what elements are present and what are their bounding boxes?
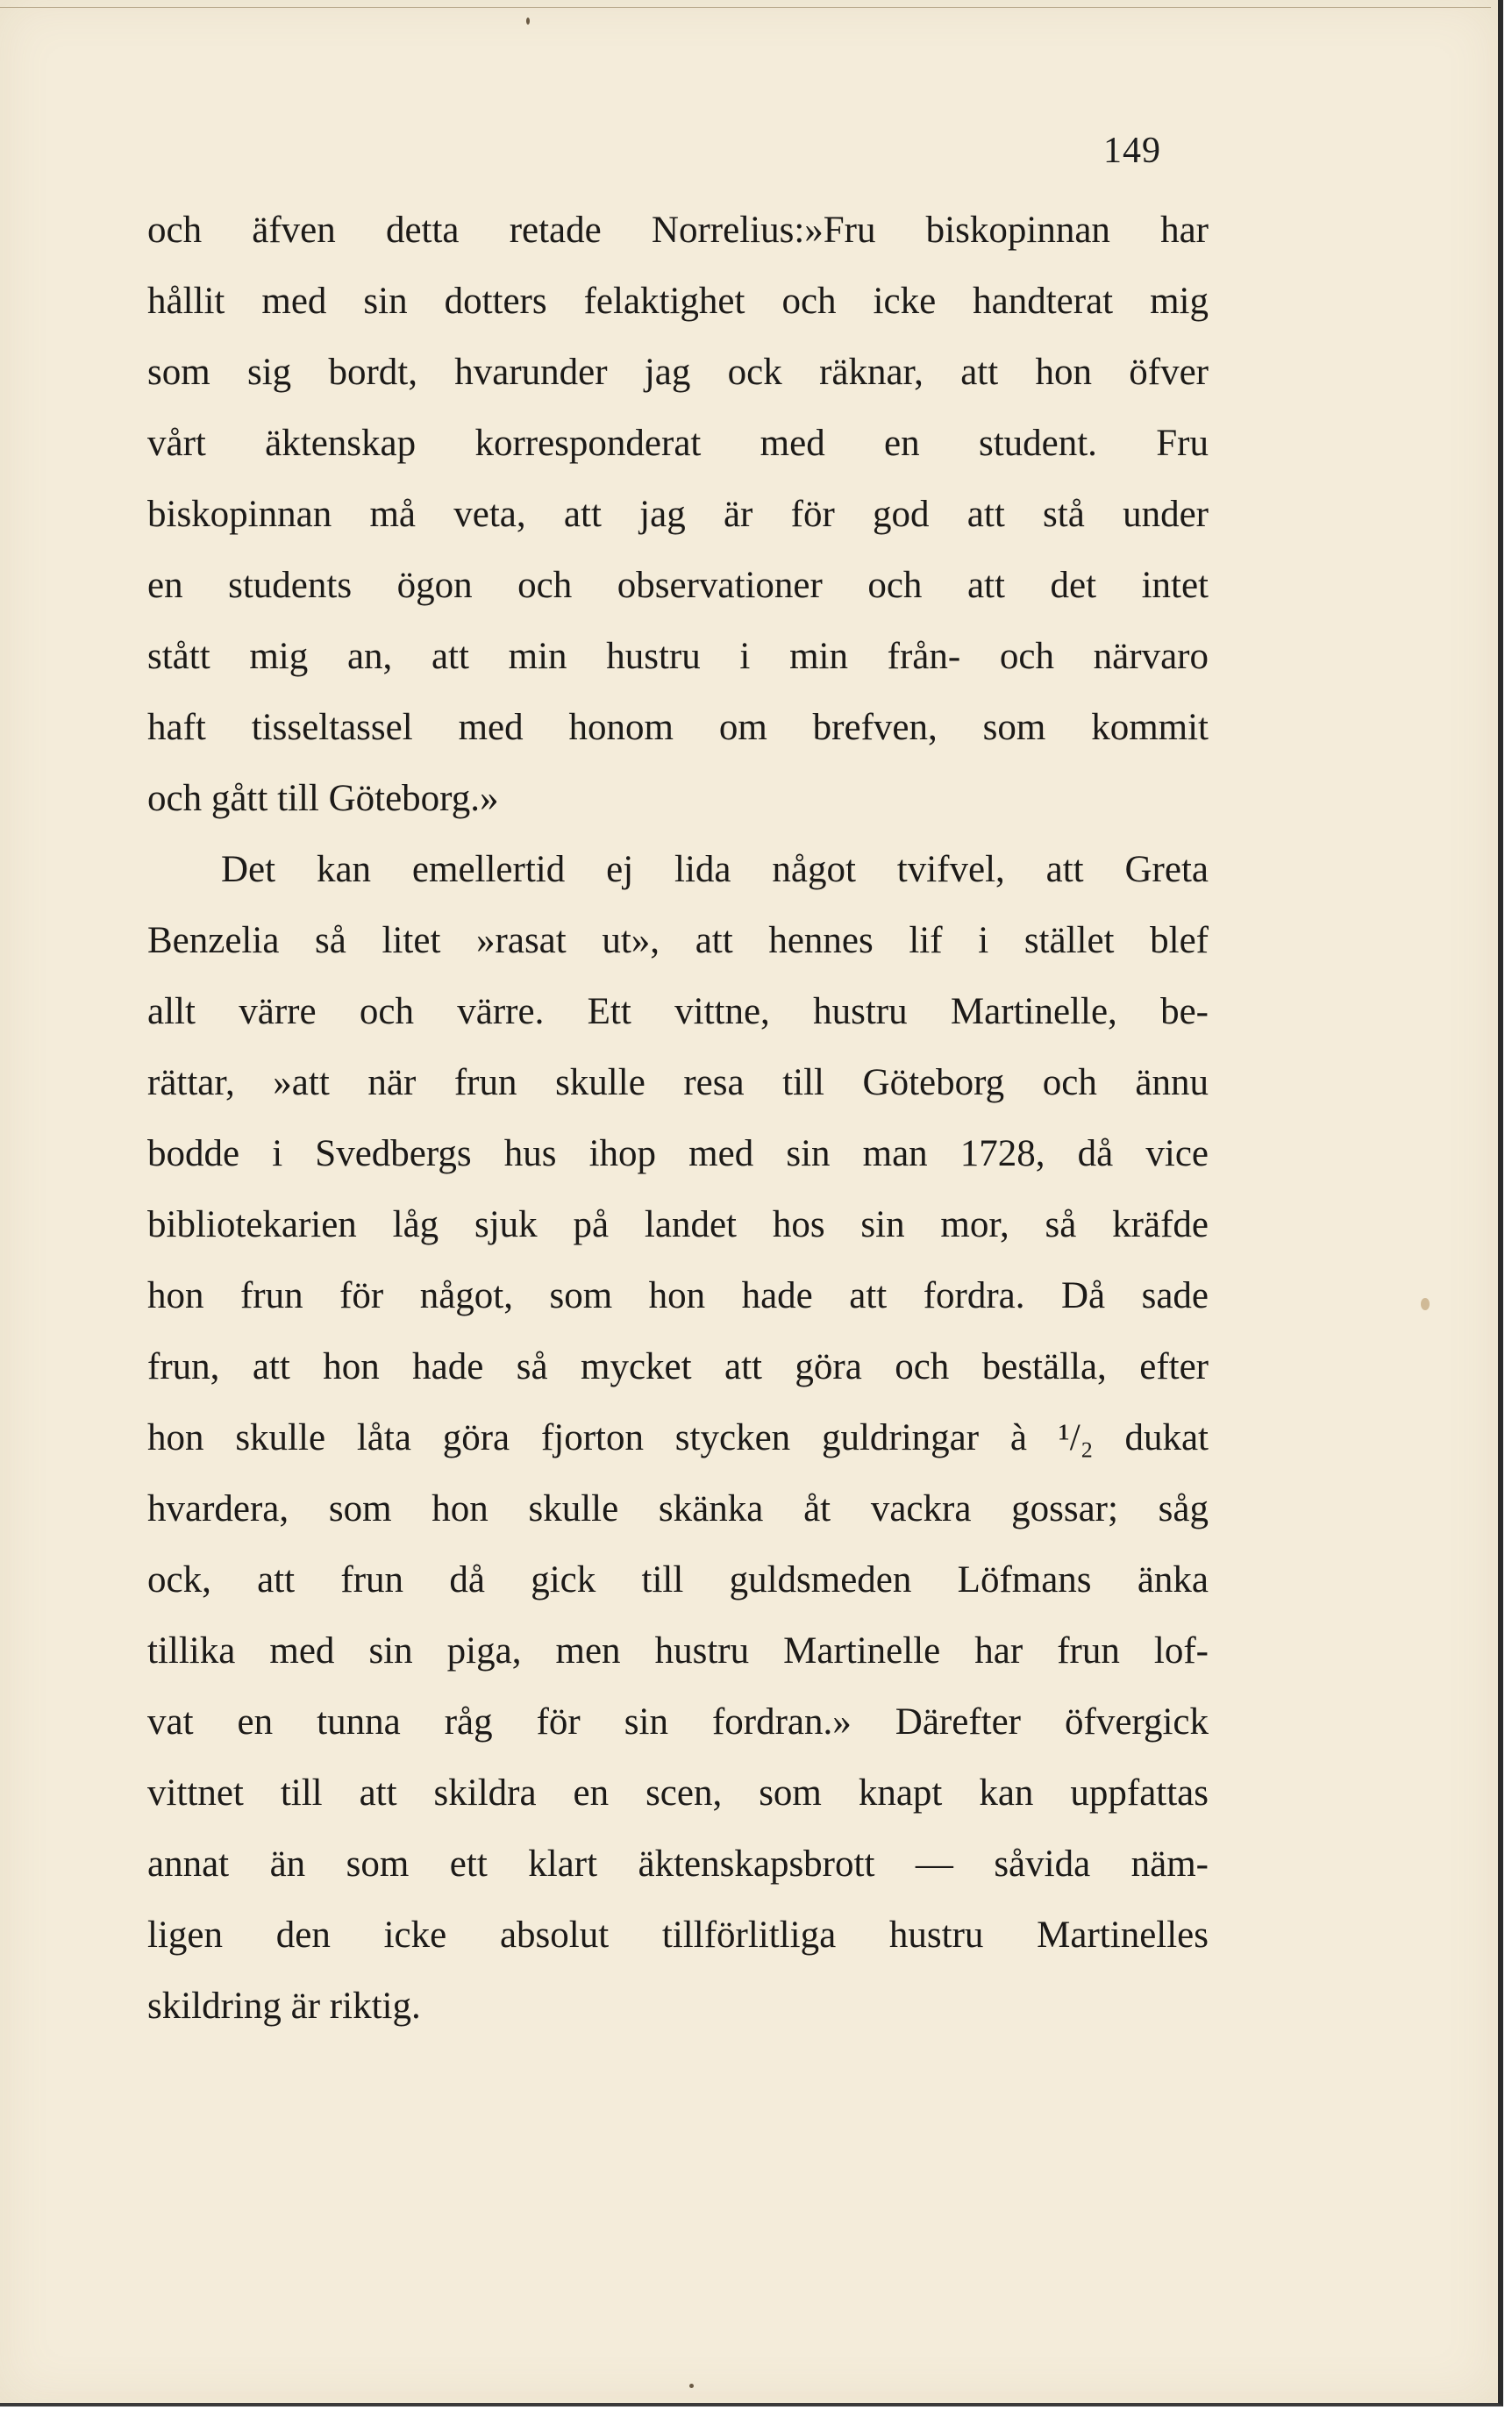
text-line: rättar, »att när frun skulle resa till Göteborg och ännu	[147, 1062, 1209, 1103]
page-number: 149	[1103, 131, 1161, 171]
body-text	[147, 195, 1209, 2042]
text-line: bodde i Svedbergs hus ihop med sin man 1728, då vice	[147, 1133, 1209, 1174]
text-line-paragraph-end: skildring är riktig.	[147, 1986, 421, 2027]
text-line-paragraph-end: och gått till Göteborg.»	[147, 778, 499, 819]
text-line: och äfven detta retade Norrelius:»Fru biskopinnan har	[147, 210, 1209, 251]
text-line: haft tisseltassel med honom om brefven, som kommit	[147, 707, 1209, 748]
text-line: vat en tunna råg för sin fordran.» Därefter öfvergick	[147, 1701, 1209, 1743]
text-line: tillika med sin piga, men hustru Martinelle har frun lof-	[147, 1630, 1209, 1672]
text-line: frun, att hon hade så mycket att göra och beställa, efter	[147, 1346, 1209, 1387]
page-top-edge	[0, 7, 1491, 8]
paper-speck	[526, 18, 530, 25]
text-line: en students ögon och observationer och att det intet	[147, 565, 1209, 606]
text-line: ligen den icke absolut tillförlitliga hustru Martinelles	[147, 1914, 1209, 1956]
text-line: annat än som ett klart äktenskapsbrott — såvida näm-	[147, 1843, 1209, 1885]
text-line: stått mig an, att min hustru i min från- och närvaro	[147, 636, 1209, 677]
paper-speck	[1421, 1298, 1430, 1310]
text-line-paragraph-start: Det kan emellertid ej lida något tvifvel, att Greta	[221, 849, 1209, 890]
text-line: som sig bordt, hvarunder jag ock räknar, att hon öfver	[147, 352, 1209, 393]
text-line: vårt äktenskap korresponderat med en student. Fru	[147, 423, 1209, 464]
text-line: biskopinnan må veta, att jag är för god att stå under	[147, 494, 1209, 535]
text-line: bibliotekarien låg sjuk på landet hos sin mor, så kräfde	[147, 1204, 1209, 1245]
text-line: hvardera, som hon skulle skänka åt vackra gossar; såg	[147, 1488, 1209, 1529]
text-line: Benzelia så litet »rasat ut», att hennes lif i stället blef	[147, 920, 1209, 961]
text-line: vittnet till att skildra en scen, som knapt kan uppfattas	[147, 1772, 1209, 1814]
text-line: hon skulle låta göra fjorton stycken guldringar à ¹/₂ dukat	[147, 1417, 1209, 1458]
text-line: hon frun för något, som hon hade att fordra. Då sade	[147, 1275, 1209, 1316]
text-line: allt värre och värre. Ett vittne, hustru Martinelle, be-	[147, 991, 1209, 1032]
text-line: hållit med sin dotters felaktighet och icke handterat mig	[147, 281, 1209, 322]
text-line: ock, att frun då gick till guldsmeden Löfmans änka	[147, 1559, 1209, 1601]
paper-speck	[689, 2384, 694, 2388]
